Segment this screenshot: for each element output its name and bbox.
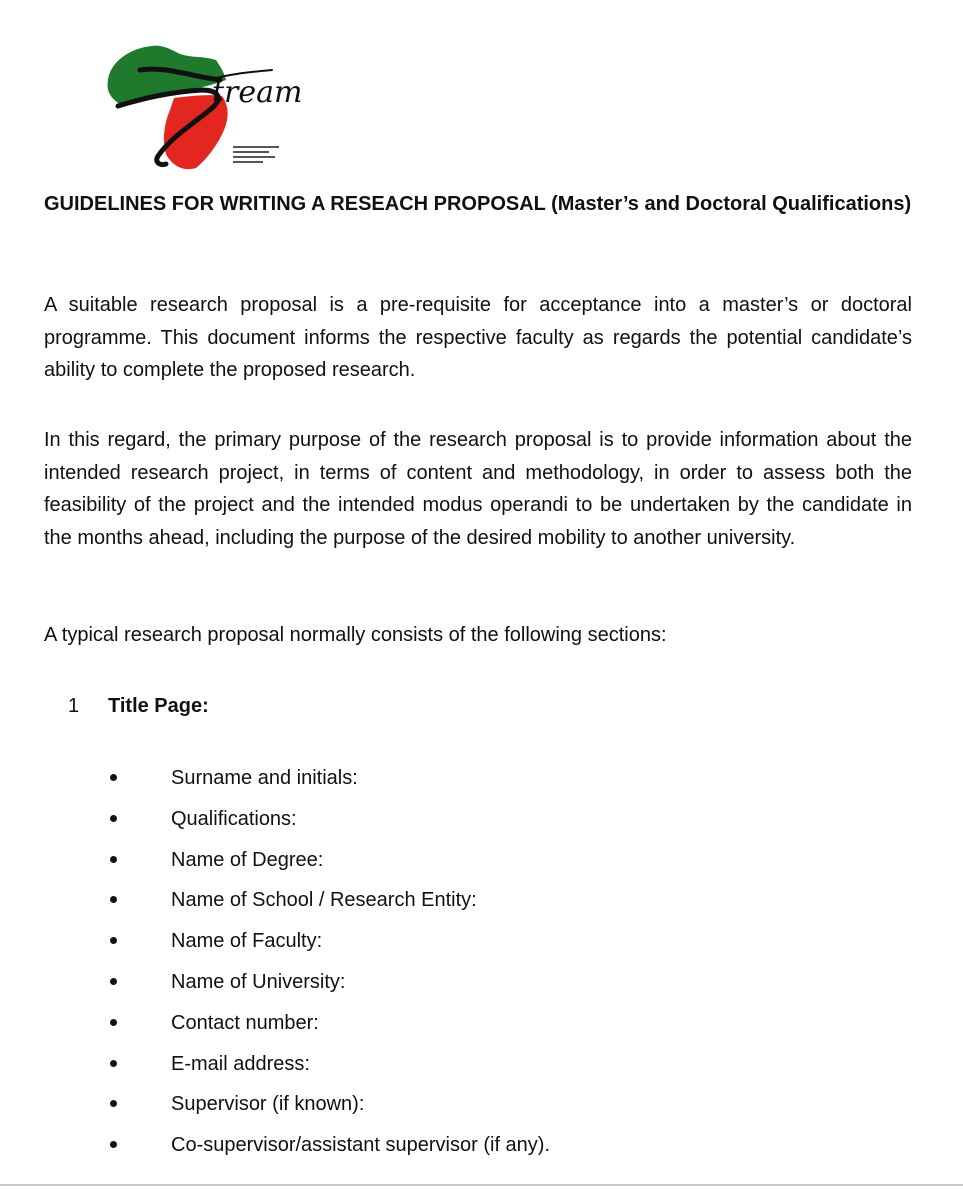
logo-tagline-line	[233, 161, 263, 163]
page-bottom-divider	[0, 1184, 963, 1186]
bullet-icon	[110, 937, 117, 944]
list-item-text: Surname and initials:	[171, 767, 358, 789]
list-item	[0, 1129, 963, 1170]
list-item-text: Name of Degree:	[171, 848, 324, 871]
section-heading	[68, 692, 209, 720]
logo-tagline-line	[233, 156, 275, 158]
bullet-icon	[110, 1100, 117, 1107]
list-item	[0, 844, 963, 885]
list-item-text: Name of School / Research Entity:	[171, 889, 477, 912]
list-item	[0, 803, 963, 844]
bullet-icon	[110, 1060, 117, 1067]
bullet-icon	[110, 896, 117, 903]
list-item-text: Supervisor (if known):	[171, 1093, 365, 1116]
list-item-text: Qualifications:	[171, 807, 297, 830]
logo-tagline-line	[233, 151, 269, 153]
purpose-paragraph: In this regard, the primary purpose of the research proposal is to provide information about the intended research project, in terms of content and methodology, in order to assess both the feasibility of the project and the intended modus operandi to be undertaken by the candidate in the months ahead, including the purpose of the desired mobility to another university.	[44, 429, 912, 549]
section-number: 1	[68, 695, 80, 717]
list-item	[0, 1007, 963, 1048]
logo-tagline-line	[233, 146, 279, 148]
list-item	[0, 1048, 963, 1089]
bullet-icon	[110, 1141, 117, 1148]
bullet-icon	[110, 815, 117, 822]
list-item	[0, 1088, 963, 1129]
list-item-text: Contact number:	[171, 1011, 319, 1034]
bullet-icon	[110, 978, 117, 985]
list-item-text: E-mail address:	[171, 1052, 310, 1075]
list-item-text: Name of University:	[171, 970, 346, 993]
section-title: Title Page:	[108, 695, 209, 717]
list-item	[0, 966, 963, 1007]
stream-logo	[100, 40, 320, 180]
list-item	[0, 884, 963, 925]
list-item	[0, 925, 963, 966]
title-page-field-list	[0, 762, 963, 1170]
document-heading: GUIDELINES FOR WRITING A RESEACH PROPOSAL (Master’s and Doctoral Qualifications)	[44, 193, 912, 215]
bullet-icon	[110, 774, 117, 781]
list-item-text: Co-supervisor/assistant supervisor (if any).	[171, 1134, 551, 1157]
bullet-icon	[110, 1019, 117, 1026]
list-item-text: Name of Faculty:	[171, 930, 323, 953]
list-item	[0, 762, 963, 803]
bullet-icon	[110, 856, 117, 863]
intro-paragraph: A suitable research proposal is a pre-requisite for acceptance into a master’s or doctoral programme. This document informs the respective faculty as regards the potential candidate’s ability to complete the proposed research.	[44, 294, 912, 381]
sections-intro-paragraph: A typical research proposal normally consists of the following sections:	[44, 624, 667, 646]
logo-wordmark: tream	[212, 75, 303, 110]
